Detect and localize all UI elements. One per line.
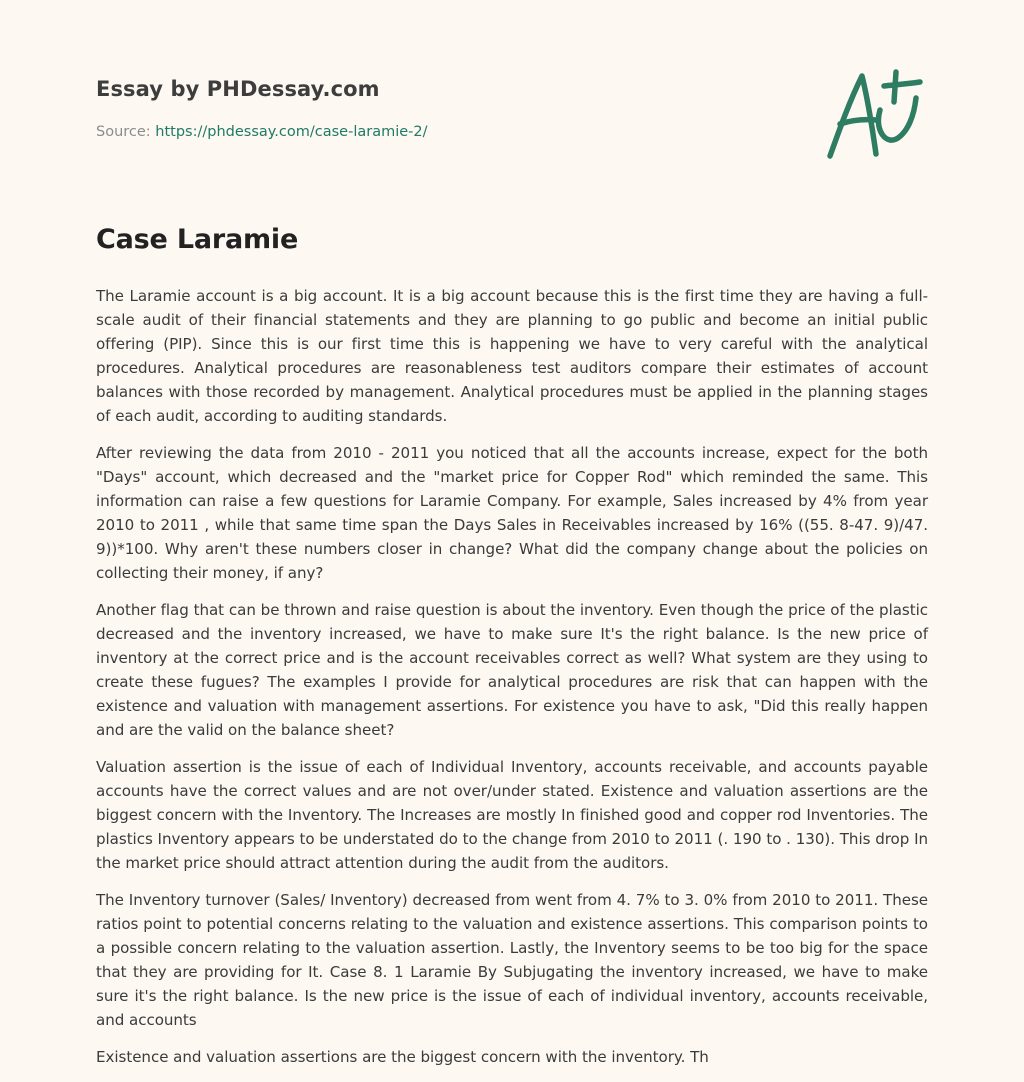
essay-paragraph: The Laramie account is a big account. It is a big account because this is the first time they are having a full-scale audit of their financial statements and they are planning to go public and become an initial public offering (PIP). Since this is our first time this is happening we have to very careful with the analytical procedures. Analytical procedures are reasonableness test auditors compare their estimates of account balances with those recorded by management. Analytical procedures must be applied in the planning stages of each audit, according to auditing standards. xyxy=(96,287,928,425)
site-brand: Essay by PHDessay.com xyxy=(96,77,380,101)
source-line xyxy=(96,124,428,140)
essay-paragraph: Valuation assertion is the issue of each of Individual Inventory, accounts receivable, and accounts payable accounts have the correct values and are not over/under stated. Existence and valuation assertions are the biggest concern with the Inventory. The Increases are mostly In finished good and copper rod Inventories. The plastics Inventory appears to be understated do to the change from 2010 to 2011 (. 190 to . 130). This drop In the market price should attract attention during the audit from the auditors. xyxy=(96,758,928,872)
essay-paragraph: Another flag that can be thrown and raise question is about the inventory. Even though the price of the plastic decreased and the inventory increased, we have to make sure It's the right balance. Is the new price of inventory at the correct price and is the account receivables correct as well? What system are they using to create these fugues? The examples I provide for analytical procedures are risk that can happen with the existence and valuation with management assertions. For existence you have to ask, "Did this really happen and are the valid on the balance sheet? xyxy=(96,601,928,739)
source-link[interactable]: https://phdessay.com/case-laramie-2/ xyxy=(155,124,428,140)
essay-paragraph: The Inventory turnover (Sales/ Inventory) decreased from went from 4. 7% to 3. 0% from 2010 to 2011. These ratios point to potential concerns relating to the valuation and existence assertions. This comparison points to a possible concern relating to the valuation assertion. Lastly, the Inventory seems to be too big for the space that they are providing for It. Case 8. 1 Laramie By Subjugating the inventory increased, we have to make sure it's the right balance. Is the new price is the issue of each of individual inventory, accounts receivable, and accounts xyxy=(96,891,928,1029)
page-header xyxy=(96,72,928,192)
page-title: Case Laramie xyxy=(96,224,299,255)
a-plus-logo-icon xyxy=(824,68,926,162)
essay-body xyxy=(96,284,928,1082)
essay-paragraph: After reviewing the data from 2010 - 2011 you noticed that all the accounts increase, expect for the both "Days" account, which decreased and the "market price for Copper Rod" which reminded the same. This information can raise a few questions for Laramie Company. For example, Sales increased by 4% from year 2010 to 2011 , while that same time span the Days Sales in Receivables increased by 16% ((55. 8-47. 9)/47. 9))*100. Why aren't these numbers closer in change? What did the company change about the policies on collecting their money, if any? xyxy=(96,444,928,582)
source-label: Source: xyxy=(96,124,156,140)
essay-paragraph-truncated: Existence and valuation assertions are the biggest concern with the inventory. Th xyxy=(96,1048,709,1066)
